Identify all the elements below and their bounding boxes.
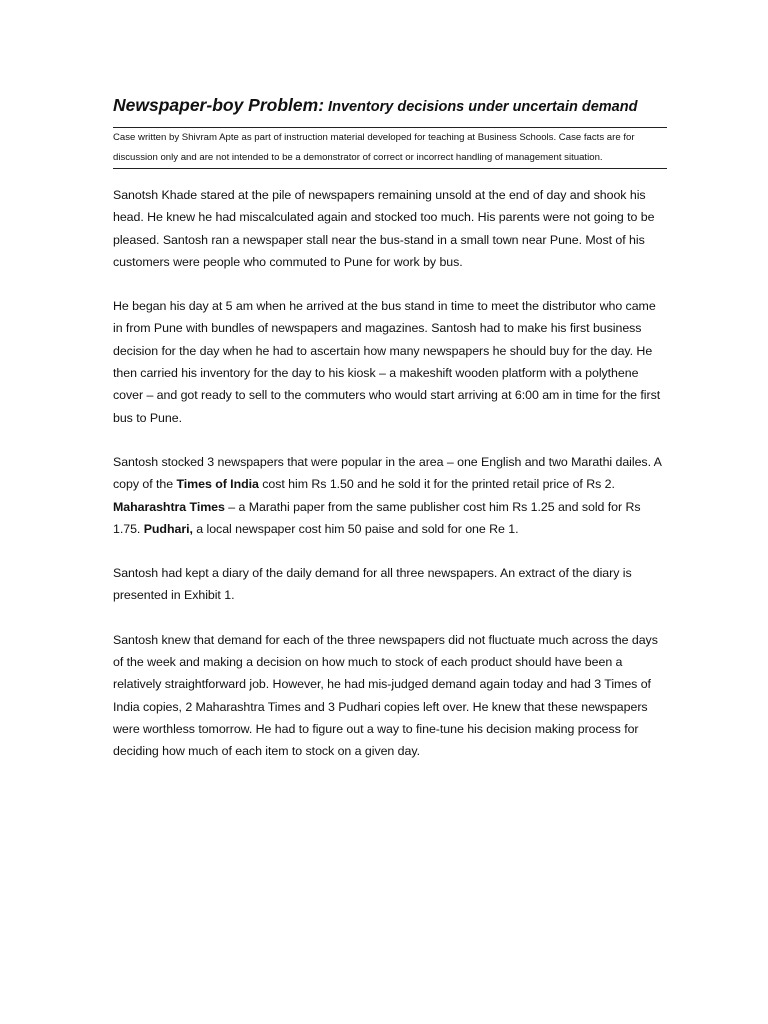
- paragraph-3-text-3: – a Marathi paper from the same publisher cost him Rs 1.25 and sold for Rs 1.75.: [113, 499, 641, 536]
- case-author-note: Case written by Shivram Apte as part of instruction material developed for teaching at Business Schools. Case facts are for discussion only and are not intended to be a demonstrator of correct or incorrect handling of management situation.: [113, 132, 635, 163]
- paragraph-3: [113, 451, 667, 540]
- bottom-divider: [113, 168, 667, 169]
- paragraph-3-text-1: Santosh stocked 3 newspapers that were popular in the area – one English and two Marathi dailes. A copy of the: [113, 454, 662, 492]
- case-body: [113, 184, 667, 763]
- paragraph-4: Santosh had kept a diary of the daily demand for all three newspapers. An extract of the diary is presented in Exhibit 1.: [113, 566, 632, 603]
- paragraph-1: Sanotsh Khade stared at the pile of newspapers remaining unsold at the end of day and shook his head. He knew he had miscalculated again and stocked too much. His parents were not going to be pleased. Santosh ran a newspaper stall near the bus-stand in a small town near Pune. Most of his customers were people who commuted to Pune for work by bus.: [113, 188, 655, 269]
- paragraph-5: Santosh knew that demand for each of the three newspapers did not fluctuate much across the days of the week and making a decision on how much to stock of each product should have been a relatively straightforward job. However, he had mis-judged demand again today and had 3 Times of India copies, 2 Maharashtra Times and 3 Pudhari copies left over. He knew that these newspapers were worthless tomorrow. He had to figure out a way to fine-tune his decision making process for deciding how much of each item to stock on a given day.: [113, 632, 658, 759]
- paragraph-3-text-2: cost him Rs 1.50 and he sold it for the printed retail price of Rs 2.: [258, 477, 615, 492]
- times-of-india-label: Times of India: [176, 477, 259, 492]
- title-main: Newspaper-boy Problem:: [113, 95, 325, 115]
- document-title: [113, 88, 667, 120]
- paragraph-2: He began his day at 5 am when he arrived at the bus stand in time to meet the distributor who came in from Pune with bundles of newspapers and magazines. Santosh had to make his first business decision for the day when he had to ascertain how many newspapers he should buy for the day. He then carried his inventory for the day to his kiosk – a makeshift wooden platform with a polythene cover – and got ready to sell to the commuters who would start arriving at 6:00 am in time for the first bus to Pune.: [113, 299, 661, 425]
- maharashtra-times-label: Maharashtra Times: [113, 499, 225, 514]
- pudhari-label: Pudhari,: [143, 521, 193, 536]
- paragraph-3-text-4: a local newspaper cost him 50 paise and sold for one Re 1.: [192, 521, 519, 536]
- document-page: [113, 88, 667, 785]
- title-subtitle: Inventory decisions under uncertain demand: [324, 99, 638, 115]
